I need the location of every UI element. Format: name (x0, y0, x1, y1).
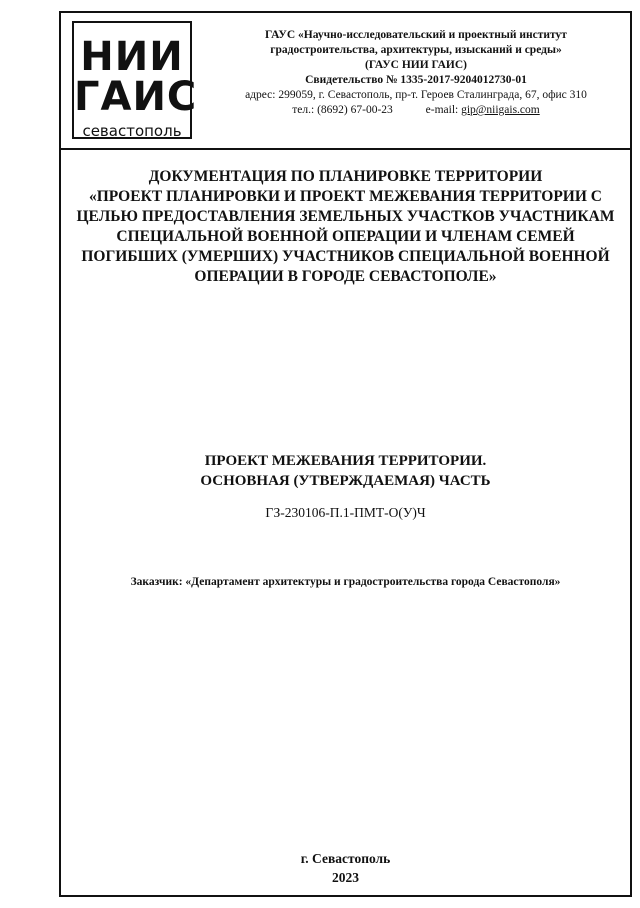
org-name-line1: ГАУС «Научно-исследовательский и проектный институт (265, 29, 567, 41)
org-short-name: (ГАУС НИИ ГАИС) (365, 59, 467, 71)
part-title-line1: ПРОЕКТ МЕЖЕВАНИЯ ТЕРРИТОРИИ. (204, 453, 487, 469)
document-title-line: СПЕЦИАЛЬНОЙ ВОЕННОЙ ОПЕРАЦИИ И ЧЛЕНАМ СЕМЕЙ (116, 228, 575, 245)
document-code: ГЗ-230106-П.1-ПМТ-О(У)Ч (265, 505, 426, 520)
org-certificate: Свидетельство № 1335-2017-9204012730-01 (305, 74, 527, 86)
org-email-link[interactable]: gip@niigais.com (461, 104, 540, 116)
city: г. Севастополь (300, 851, 391, 866)
page-frame (59, 11, 632, 897)
document-title (67, 167, 624, 287)
year: 2023 (332, 870, 359, 885)
document-header (61, 13, 630, 150)
part-title (61, 451, 630, 491)
org-name-line2: градостроительства, архитектуры, изысканий и среды» (270, 44, 562, 56)
org-contacts (207, 103, 625, 118)
org-phone: тел.: (8692) 67-00-23 (292, 104, 393, 116)
organization-logo (72, 21, 198, 140)
document-title-line: ОПЕРАЦИИ В ГОРОДЕ СЕВАСТОПОЛЕ» (194, 268, 497, 285)
place-and-year (61, 849, 630, 887)
organization-info (207, 28, 625, 118)
org-email-block (426, 104, 540, 116)
logo-text-line1: НИИ (80, 34, 184, 80)
org-address: адрес: 299059, г. Севастополь, пр-т. Героев Сталинграда, 67, офис 310 (245, 89, 587, 101)
org-email-label: e-mail: (425, 104, 459, 116)
document-title-line: ПОГИБШИХ (УМЕРШИХ) УЧАСТНИКОВ СПЕЦИАЛЬНОЙ ВОЕННОЙ (81, 248, 610, 265)
logo-text-line3: севастополь (82, 122, 182, 140)
document-title-line: ДОКУМЕНТАЦИЯ ПО ПЛАНИРОВКЕ ТЕРРИТОРИИ (148, 168, 543, 185)
customer-line: Заказчик: «Департамент архитектуры и градостроительства города Севастополя» (130, 576, 561, 588)
document-title-line: «ПРОЕКТ ПЛАНИРОВКИ И ПРОЕКТ МЕЖЕВАНИЯ ТЕРРИТОРИИ С (89, 188, 602, 205)
logo-text-line2: ГАИС (74, 74, 198, 120)
part-title-line2: ОСНОВНАЯ (УТВЕРЖДАЕМАЯ) ЧАСТЬ (200, 473, 491, 489)
document-title-line: ЦЕЛЬЮ ПРЕДОСТАВЛЕНИЯ ЗЕМЕЛЬНЫХ УЧАСТКОВ УЧАСТНИКАМ (76, 208, 615, 225)
